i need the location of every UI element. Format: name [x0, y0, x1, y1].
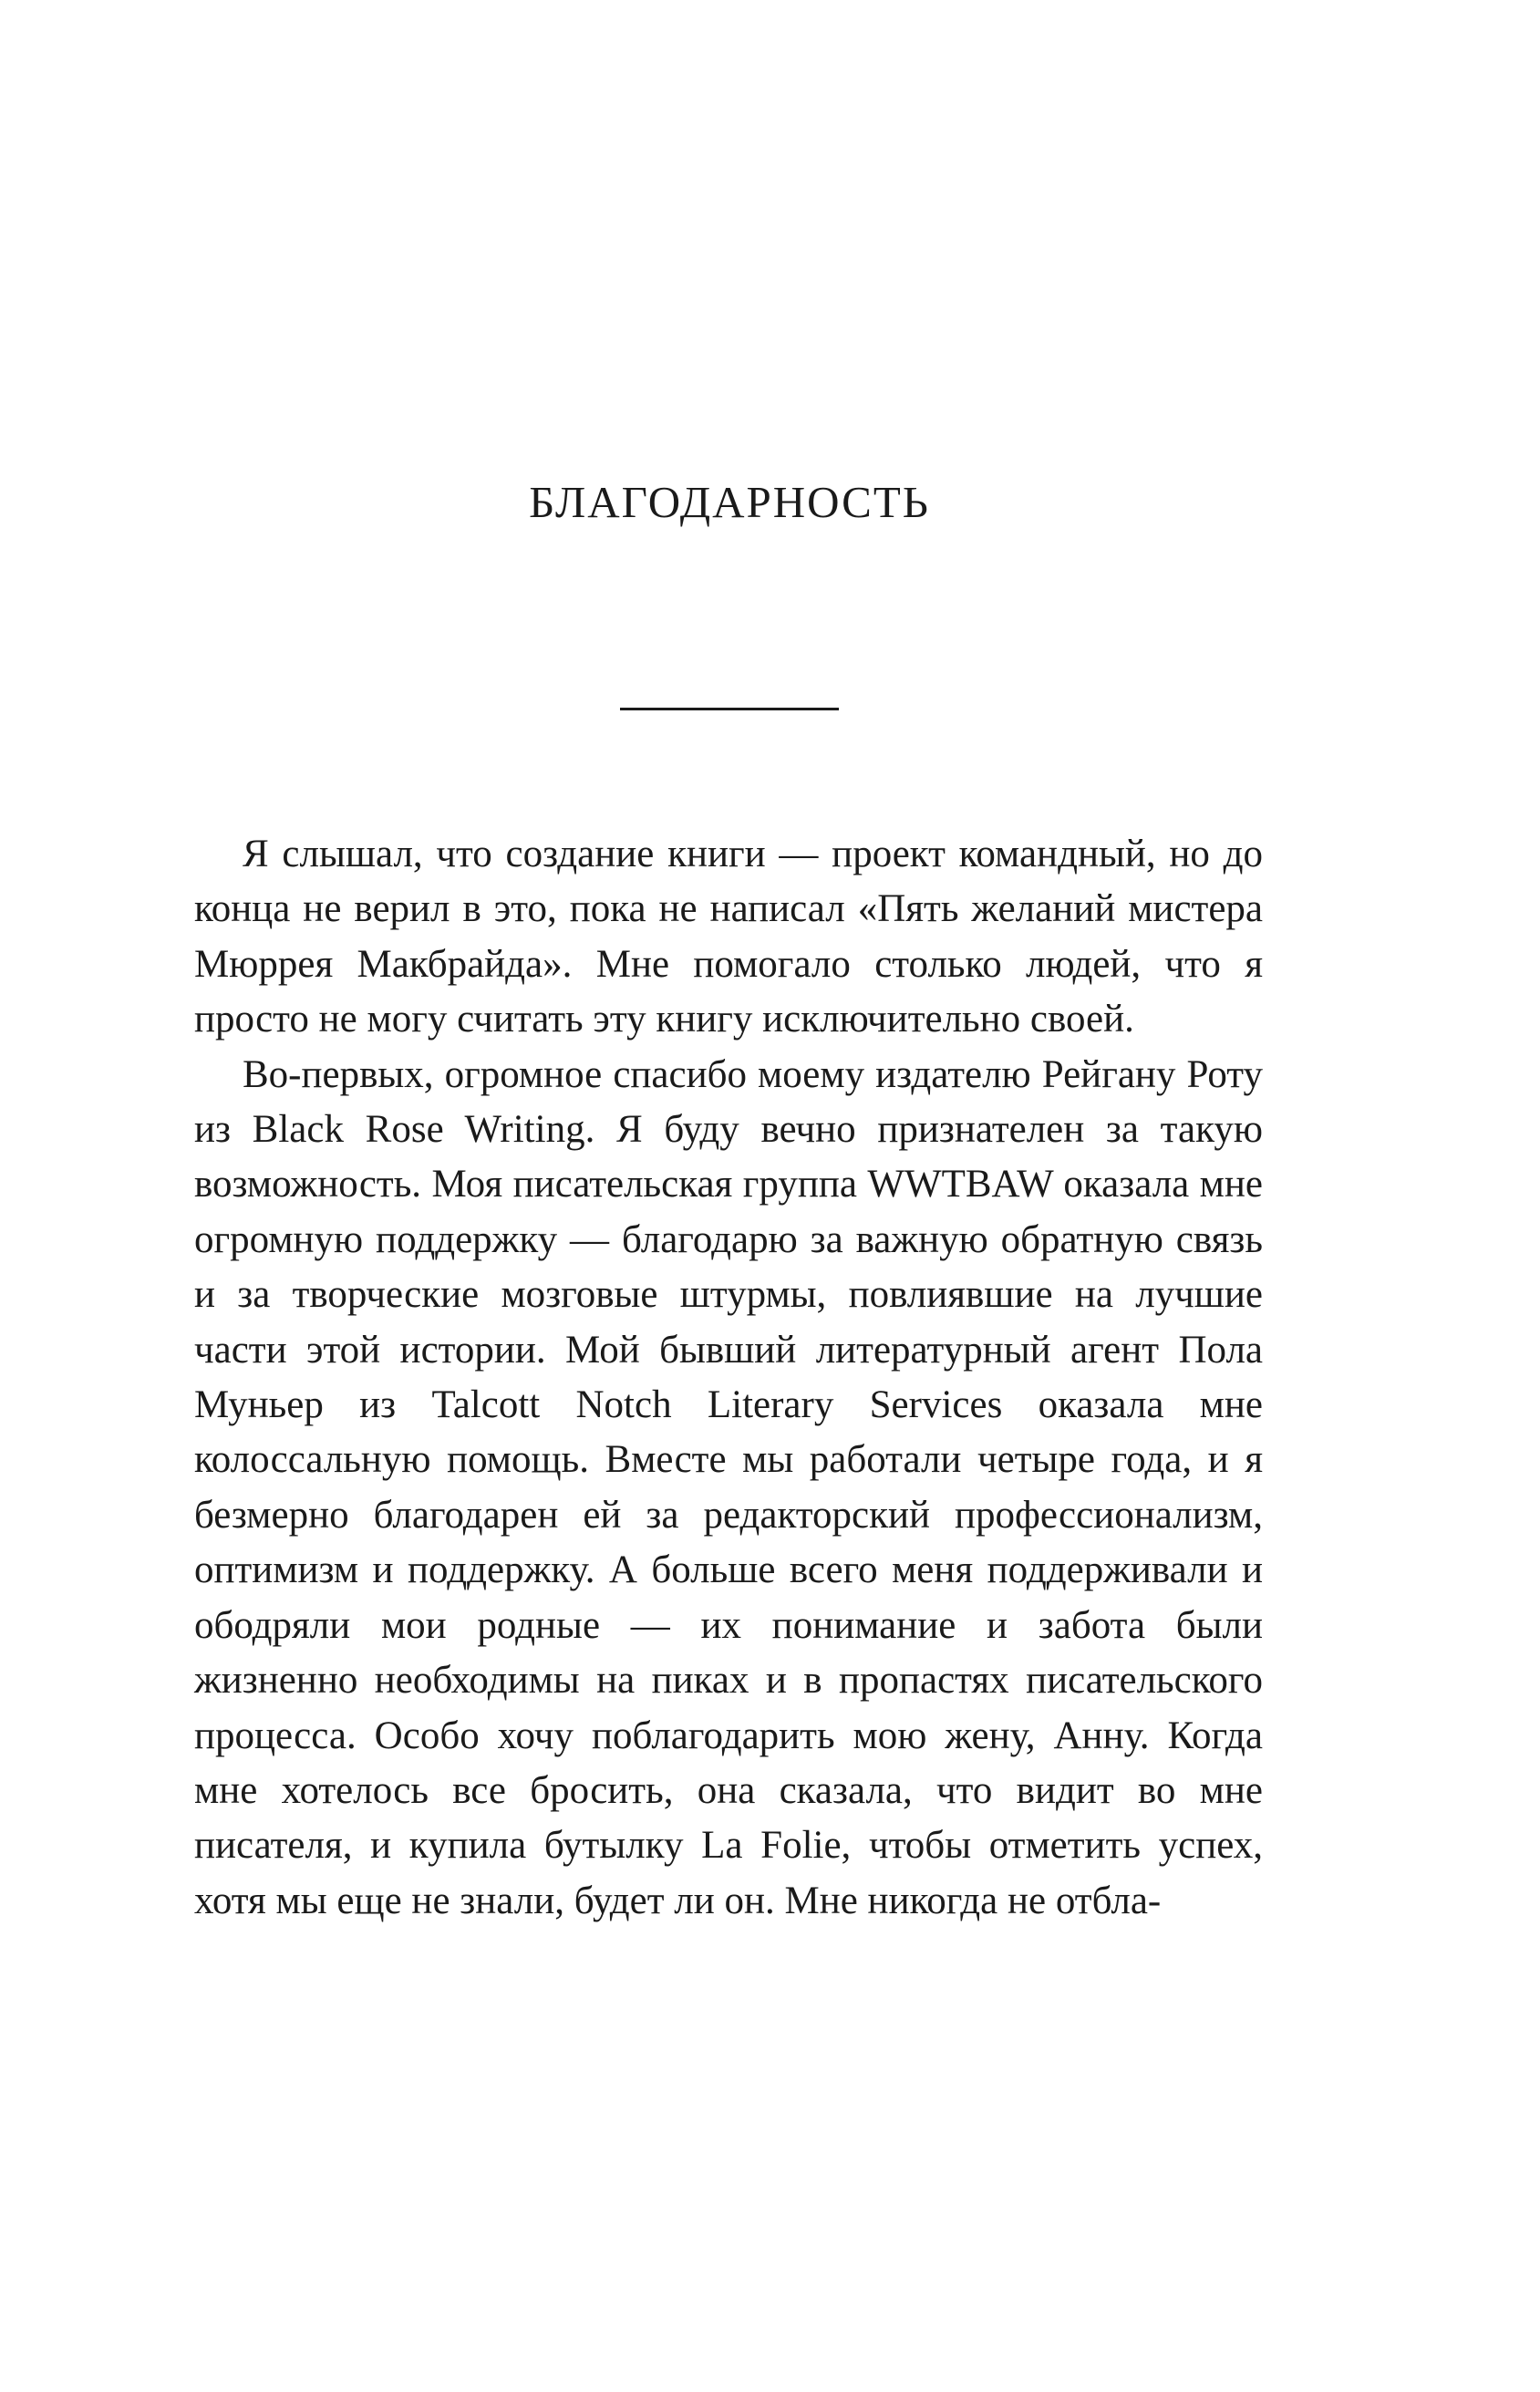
- title-divider: [620, 708, 839, 710]
- paragraph: Я слышал, что создание книги — проект командный, но до конца не верил в это, пока не написал «Пять желаний мистера Мюррея Макбрайда». Мне помогало столько людей, что я просто не могу считать эту книгу исключительно своей.: [194, 833, 1263, 1041]
- body-text: [194, 827, 1263, 1929]
- paragraph: Во-первых, огромное спасибо моему издателю Рейгану Роту из Black Rose Writing. Я буду вечно признателен за такую возможность. Моя писательская группа WWTBAW оказала мне огромную поддержку — благодарю за важную обратную связь и за творческие мозговые штурмы, повлиявшие на лучшие части этой истории. Мой бывший литературный агент Пола Муньер из Talcott Notch Literary Services оказала мне колоссальную помощь. Вместе мы работали четыре года, и я безмерно благодарен ей за редакторский профессионализм, оптимизм и поддержку. А больше всего меня поддерживали и ободряли мои родные — их понимание и забота были жизненно необходимы на пиках и в пропастях писательского процесса. Особо хочу поблагодарить мою жену, Анну. Когда мне хотелось все бросить, она сказала, что видит во мне писателя, и купила бутылку La Folie, чтобы отметить успех, хотя мы еще не знали, будет ли он. Мне никогда не отбла-: [194, 1052, 1263, 1922]
- page-title: БЛАГОДАРНОСТЬ: [529, 477, 930, 527]
